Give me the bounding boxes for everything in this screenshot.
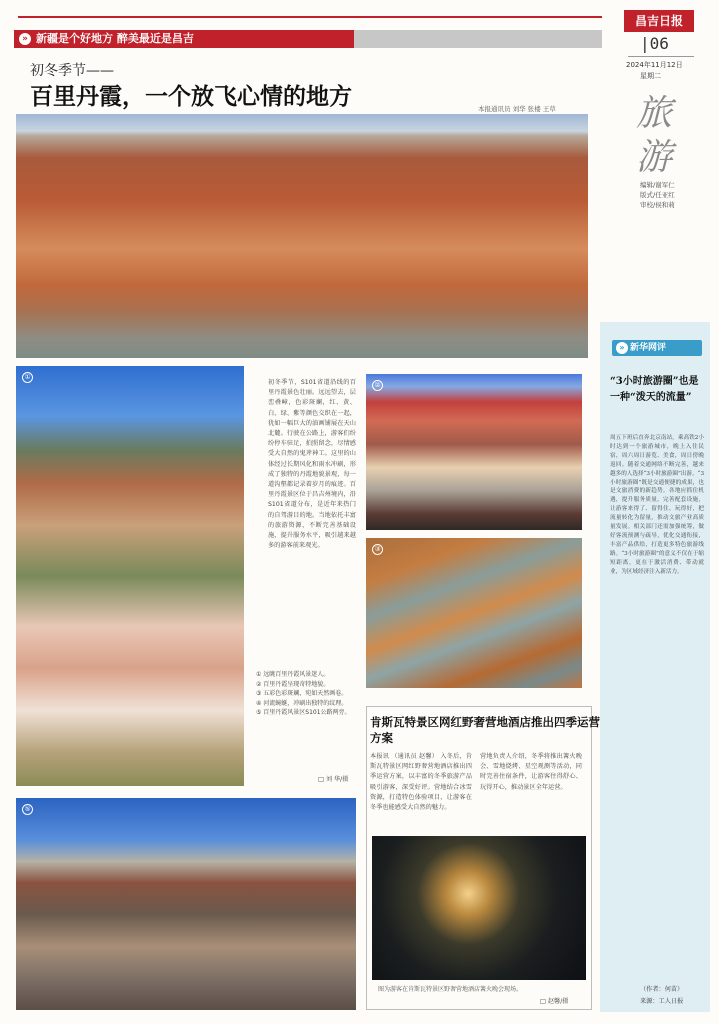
commentary-tag <box>612 340 702 356</box>
lead-body-text: 初冬季节，S101省道沿线的百里丹霞景色壮丽。远远望去，层峦叠嶂，色彩斑斓，红、黄、白、绿、紫等颜色交织在一起，犹如一幅巨大的油画铺展在天山北麓。行驶在公路上，游客们纷纷停车驻足，拍照留念，尽情感受大自然的鬼斧神工。这里的山体经过长期风化和雨水冲刷，形成了独特的丹霞地貌景观，每一道沟壑都记录着岁月的痕迹。百里丹霞景区位于昌吉州境内，沿S101省道分布，是近年来热门的自驾游目的地。当地依托丰富的旅游资源，不断完善基础设施，提升服务水平，吸引越来越多的游客前来观光。 <box>268 379 356 550</box>
photo-number: ② <box>372 380 383 391</box>
article2-credit: □ 赵馨/摄 <box>540 998 569 1005</box>
photo-valley-road <box>16 798 356 1010</box>
issue-weekday: 星期二 <box>640 72 661 80</box>
page-rule <box>628 56 694 57</box>
caption-line: ④ 河流蜿蜒，冲刷出独特的纹理。 <box>256 699 348 707</box>
commentary-tag-label: 新华网评 <box>630 343 667 353</box>
commentary-author: （作者：何苗） <box>640 986 684 993</box>
headline: 百里丹霞，一个放飞心情的地方 <box>30 83 352 110</box>
banner-extension <box>354 30 602 48</box>
byline: 本报通讯员 刘华 张楼 王草 <box>478 105 556 113</box>
article2-caption: 图为游客在肯斯瓦特景区野奢营地酒店篝火晚会现场。 <box>378 986 523 993</box>
photo-colorful-hills <box>16 366 244 786</box>
article2-col1: 本报讯 （通讯员 赵馨） 入冬后，肯斯瓦特景区网红野奢营地酒店推出四季运营方案，以丰富的冬季旅游产品吸引游客，深受好评。营地结合冰雪资源，打造特色体验项目，让游客在冬季也能感受大自然的魅力。 <box>370 753 472 812</box>
photo-number: ③ <box>372 544 383 555</box>
photo-campsite-night <box>372 836 586 980</box>
photo-number: ① <box>22 372 33 383</box>
banner-text: 新疆是个好地方 醉美最近是昌吉 <box>36 32 194 45</box>
commentary-source: 来源：工人日报 <box>640 998 684 1005</box>
article2-title: 肯斯瓦特景区网红野奢营地酒店推出四季运营方案 <box>370 715 600 745</box>
commentary-title: “3小时旅游圈”也是一种“泼天的流量” <box>610 376 699 403</box>
top-rule <box>18 16 602 18</box>
double-chevron-icon: » <box>19 33 31 45</box>
section-title: 旅游 <box>636 93 673 178</box>
editor-credits <box>640 180 675 210</box>
commentary-body: 周五下班后直奔北京南站，乘高铁2小时达到一个旅游城市，晚上入住民宿，周六周日游览、美食，周日傍晚返回。随着交通网络不断完善，越来越多的人选择“3小时旅游圈”出游。“3小时旅游圈”既是交通便捷的成果，也是文旅消费的新趋势。各地应抓住机遇，提升服务质量，完善配套设施，让游客来得了、留得住、玩得好，把流量转化为留量，推动文旅产业高质量发展。相关部门还需加强统筹，做好客流预测与疏导，优化交通衔接，丰富产品供给，打造更多特色旅游线路。“3小时旅游圈”的意义不仅在于缩短距离，更在于激活消费、带动就业，为区域经济注入新活力。 <box>610 435 704 575</box>
editor-line: 编辑/谢军仁 <box>640 181 675 189</box>
page-number: |06 <box>640 34 669 53</box>
caption-line: ① 远眺百里丹霞风景迷人。 <box>256 671 330 678</box>
double-chevron-icon: » <box>616 342 628 354</box>
photo-red-mountains <box>366 374 582 530</box>
kicker: 初冬季节—— <box>30 63 114 79</box>
caption-credit: □ 刘 华/摄 <box>318 776 349 783</box>
photo-captions <box>256 670 356 718</box>
caption-line: ③ 五彩色彩斑斓，宛如天然画卷。 <box>256 690 348 697</box>
paper-logo: 昌吉日报 <box>624 10 694 32</box>
photo-danxia-panorama <box>16 114 588 358</box>
caption-line: ② 百里丹霞呈现奇特地貌。 <box>256 680 330 688</box>
issue-date: 2024年11月12日 <box>626 61 683 69</box>
editor-line: 审校/侯和莉 <box>640 201 675 209</box>
photo-braided-river <box>366 538 582 688</box>
caption-line: ⑤ 百里丹霞风景区S101公路两旁。 <box>256 709 351 716</box>
photo-number: ⑤ <box>22 804 33 815</box>
article2-col2: 营地负责人介绍，冬季将推出篝火晚会、雪地烧烤、星空观测等活动，同时完善住宿条件，让游客住得舒心、玩得开心，推动景区全年运营。 <box>480 753 582 791</box>
section-banner <box>14 30 354 48</box>
editor-line: 版式/任亚红 <box>640 191 675 199</box>
